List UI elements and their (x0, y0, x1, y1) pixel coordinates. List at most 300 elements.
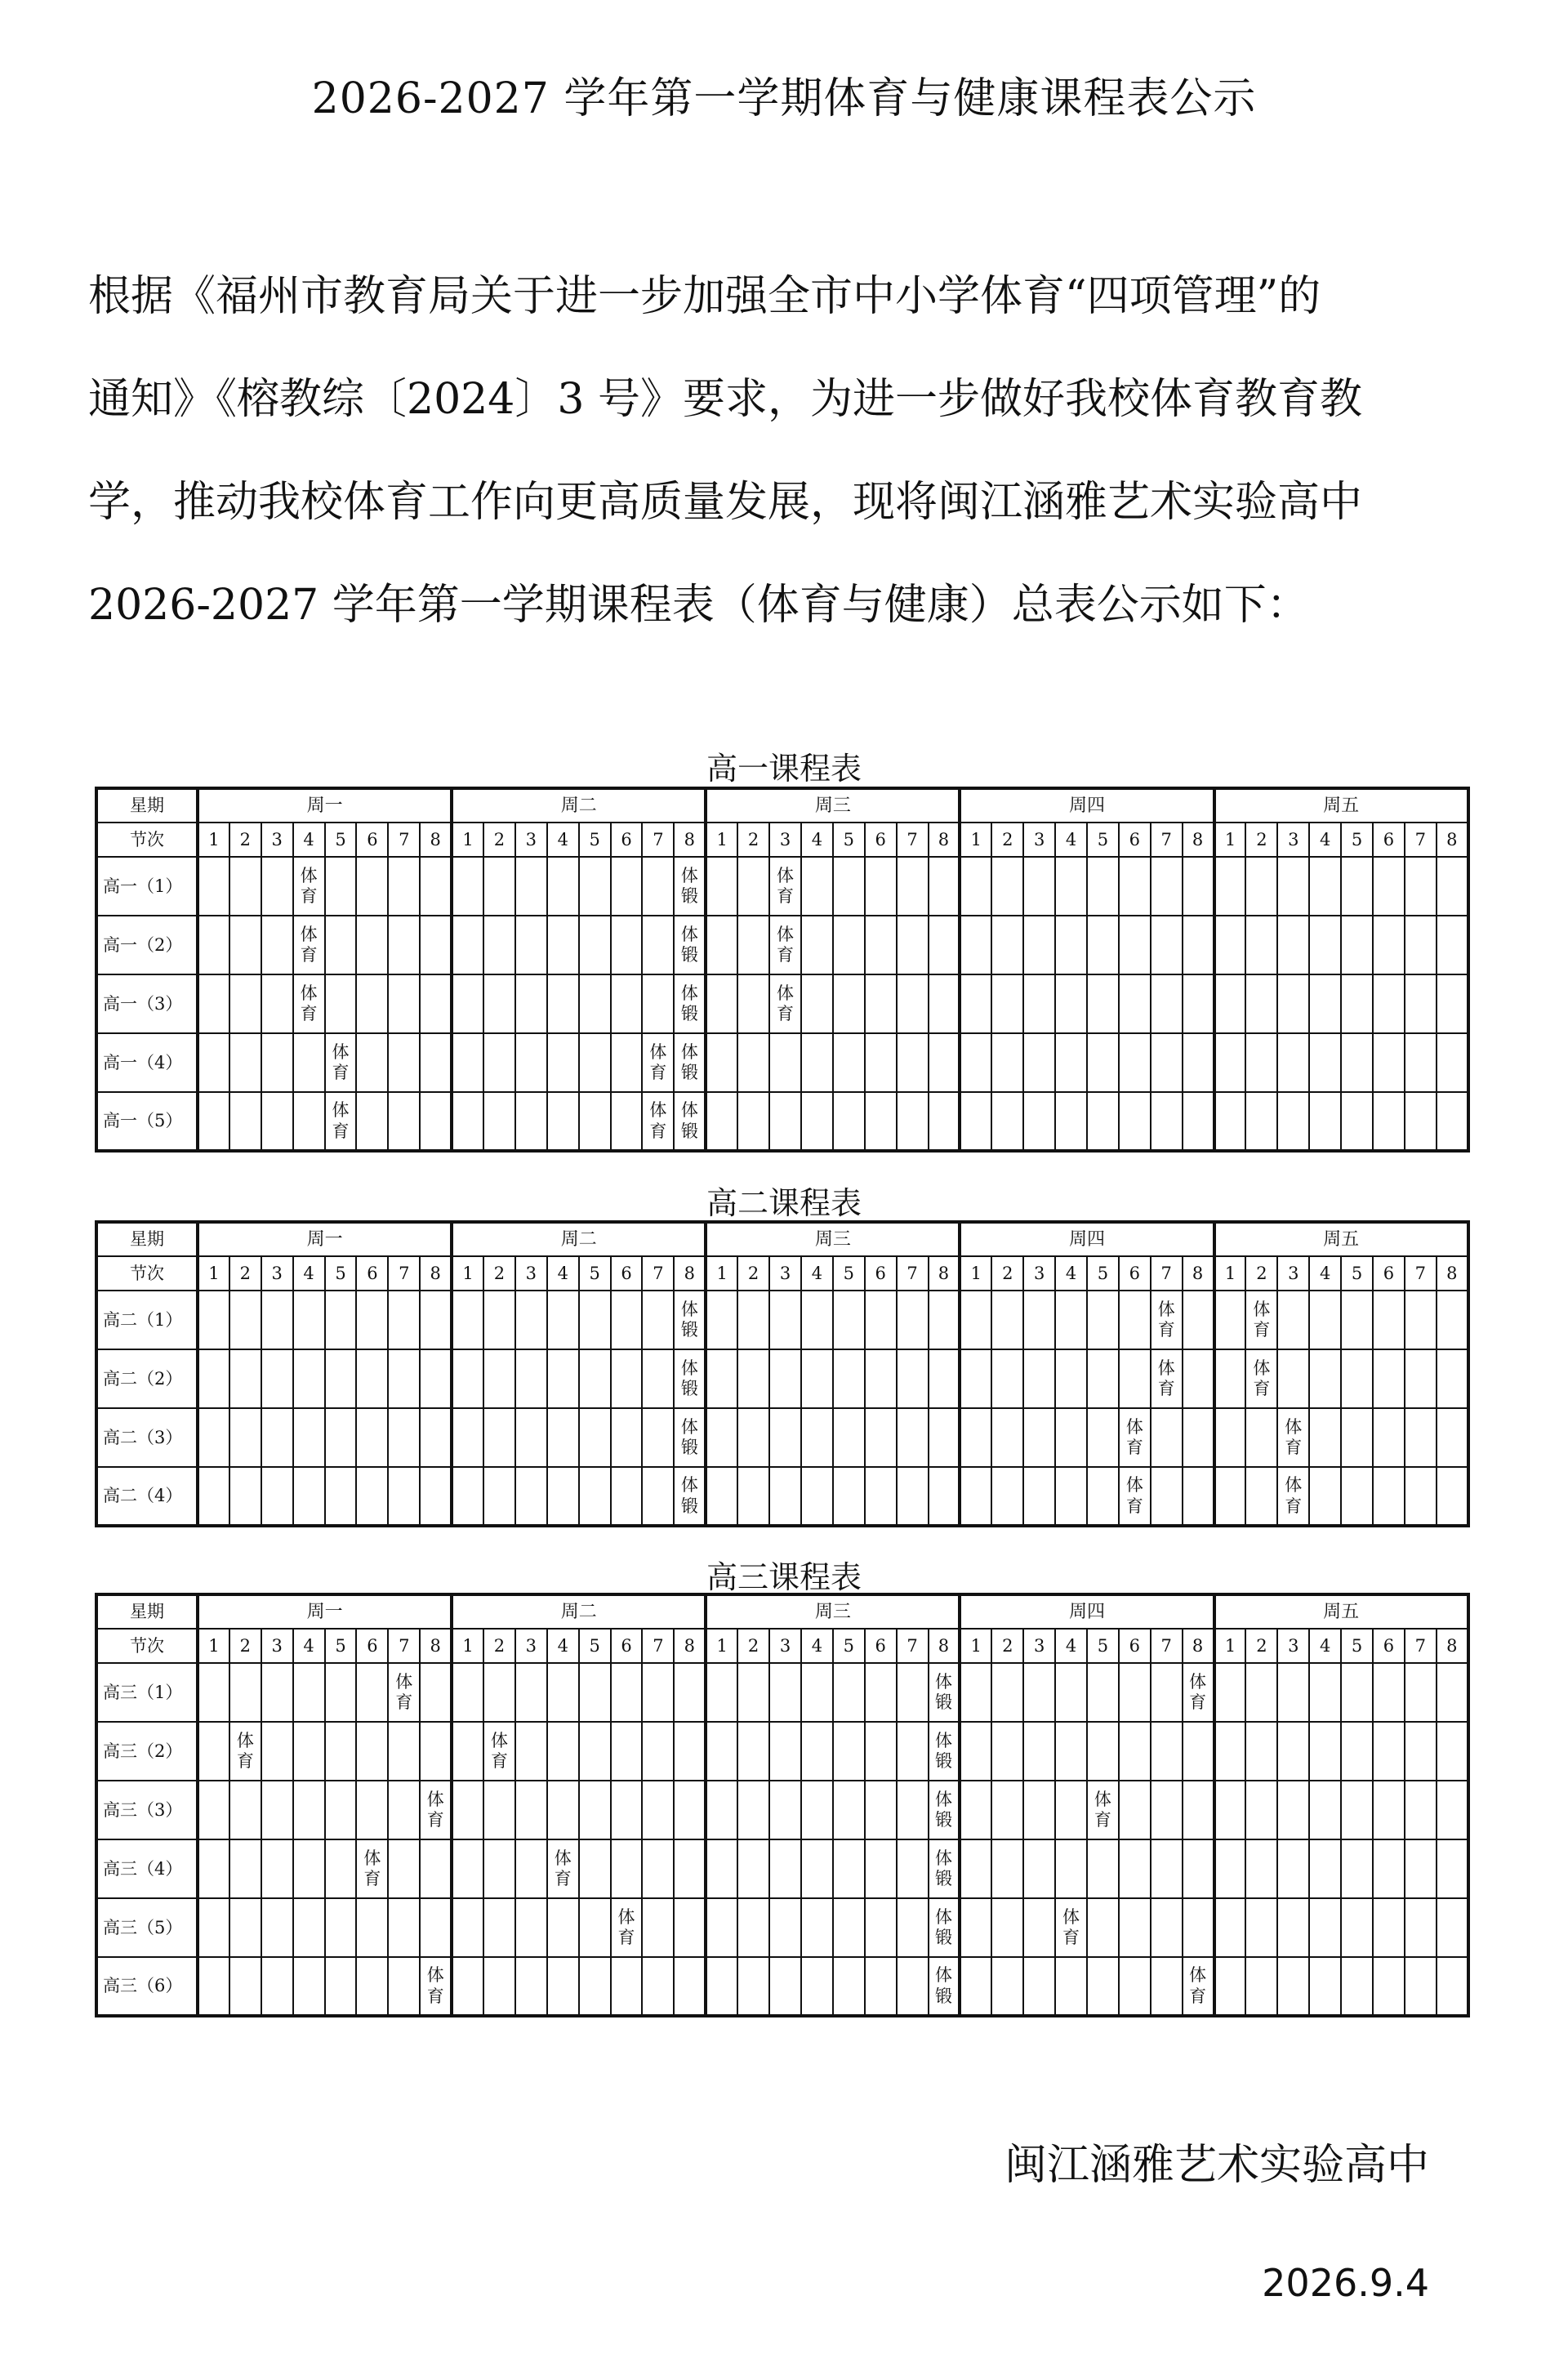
schedule-cell (452, 1349, 483, 1408)
period-number: 5 (833, 1629, 865, 1663)
pe-class-mark: 体 育 (777, 983, 794, 1023)
schedule-cell (611, 1957, 643, 2016)
period-number: 8 (420, 1256, 452, 1291)
pe-class-mark: 体 锻 (680, 1041, 698, 1082)
schedule-cell (674, 1957, 706, 2016)
schedule-cell (1341, 1898, 1373, 1957)
schedule-cell (833, 1957, 865, 2016)
pe-class-mark: 体 育 (1253, 1358, 1271, 1398)
schedule-cell (1214, 1092, 1246, 1151)
schedule-cell (1183, 1839, 1214, 1898)
period-number: 4 (293, 823, 325, 857)
schedule-cell (1119, 1722, 1151, 1781)
schedule-cell (483, 1898, 515, 1957)
weekday-header: 周二 (452, 1594, 706, 1629)
pe-class-mark: 体 育 (649, 1041, 667, 1082)
intro-line: 通知》《榕教综〔2024〕3 号》要求，为进一步做好我校体育教育教 (88, 375, 1362, 424)
schedule-cell (293, 1781, 325, 1839)
schedule-cell (1214, 974, 1246, 1033)
schedule-cell (1023, 1033, 1055, 1092)
schedule-cell (642, 1349, 674, 1408)
schedule-cell (388, 1781, 420, 1839)
schedule-cell (1309, 1957, 1341, 2016)
period-number: 6 (865, 1256, 897, 1291)
schedule-cell (1119, 1349, 1151, 1408)
schedule-cell (991, 1957, 1023, 2016)
weekday-header: 周一 (198, 1594, 452, 1629)
schedule-cell (483, 1957, 515, 2016)
schedule-cell (1119, 1839, 1151, 1898)
schedule-cell (801, 1349, 833, 1408)
schedule-cell (706, 1722, 737, 1781)
schedule-cell (1119, 1291, 1151, 1349)
schedule-cell (1277, 1033, 1309, 1092)
schedule-cell (642, 916, 674, 974)
schedule-cell (1277, 857, 1309, 916)
schedule-cell (801, 1092, 833, 1151)
schedule-cell (1309, 974, 1341, 1033)
schedule-cell (198, 1957, 229, 2016)
schedule-cell (325, 1957, 357, 2016)
schedule-cell (261, 1033, 293, 1092)
schedule-cell (674, 1898, 706, 1957)
schedule-cell (929, 1898, 960, 1957)
schedule-cell (1437, 1092, 1468, 1151)
pe-class-mark: 体 育 (777, 924, 794, 965)
schedule-cell (1245, 1722, 1277, 1781)
schedule-cell (674, 1663, 706, 1722)
schedule-cell (388, 1291, 420, 1349)
schedule-cell (452, 1408, 483, 1467)
schedule-cell (1341, 974, 1373, 1033)
schedule-cell (547, 1663, 579, 1722)
pe-class-mark: 体 育 (490, 1730, 508, 1771)
schedule-cell (198, 857, 229, 916)
pe-class-mark: 体 育 (236, 1730, 254, 1771)
weekday-header-label: 星期 (96, 1222, 198, 1256)
class-label: 高三（1） (96, 1663, 198, 1722)
schedule-cell (1245, 857, 1277, 916)
schedule-cell (1183, 1033, 1214, 1092)
schedule-cell (769, 1291, 801, 1349)
schedule-cell (1373, 1781, 1405, 1839)
weekday-header: 周四 (960, 1222, 1214, 1256)
pe-class-mark: 体 育 (300, 983, 318, 1023)
schedule-cell (929, 1781, 960, 1839)
schedule-cell (356, 1408, 388, 1467)
class-label: 高一（1） (96, 857, 198, 916)
schedule-cell (833, 1663, 865, 1722)
pe-class-mark: 体 锻 (934, 1965, 952, 2006)
class-label: 高三（4） (96, 1839, 198, 1898)
schedule-cell (1309, 1781, 1341, 1839)
schedule-cell (1309, 1663, 1341, 1722)
schedule-cell (1055, 1033, 1087, 1092)
schedule-cell (801, 1467, 833, 1526)
schedule-cell (1373, 1033, 1405, 1092)
period-number: 6 (1373, 1629, 1405, 1663)
schedule-cell (388, 1467, 420, 1526)
period-number: 7 (1405, 1629, 1437, 1663)
class-label: 高二（1） (96, 1291, 198, 1349)
schedule-cell (991, 1781, 1023, 1839)
schedule-cell (261, 1722, 293, 1781)
schedule-cell (674, 916, 706, 974)
pe-class-mark: 体 锻 (680, 865, 698, 906)
schedule-cell (1341, 1781, 1373, 1839)
schedule-cell (325, 1722, 357, 1781)
schedule-cell (1023, 1722, 1055, 1781)
schedule-cell (293, 1839, 325, 1898)
pe-class-mark: 体 锻 (680, 1100, 698, 1141)
schedule-cell (1055, 1408, 1087, 1467)
period-number: 7 (642, 1256, 674, 1291)
schedule-cell (1183, 1408, 1214, 1467)
pe-class-mark: 体 育 (1189, 1965, 1207, 2006)
schedule-cell (388, 1957, 420, 2016)
schedule-cell (1437, 1957, 1468, 2016)
period-number: 1 (452, 1256, 483, 1291)
schedule-cell (1341, 1408, 1373, 1467)
schedule-cell (1405, 857, 1437, 916)
schedule-cell (1373, 1957, 1405, 2016)
schedule-cell (1055, 1467, 1087, 1526)
pe-class-mark: 体 育 (1125, 1475, 1143, 1516)
period-number: 7 (1405, 1256, 1437, 1291)
schedule-cell (1373, 1467, 1405, 1526)
table-row (96, 1781, 1468, 1839)
pe-class-mark: 体 锻 (934, 1730, 952, 1771)
schedule-cell (293, 1898, 325, 1957)
pe-class-mark: 体 育 (617, 1906, 635, 1947)
schedule-cell (388, 1663, 420, 1722)
period-number: 8 (929, 1256, 960, 1291)
period-number: 8 (674, 1256, 706, 1291)
schedule-cell (229, 857, 261, 916)
table-row (96, 1957, 1468, 2016)
period-number: 1 (1214, 823, 1246, 857)
period-number: 5 (1341, 823, 1373, 857)
schedule-cell (1405, 1291, 1437, 1349)
weekday-header: 周五 (1214, 1222, 1468, 1256)
schedule-cell (1245, 1898, 1277, 1957)
period-number: 6 (611, 1256, 643, 1291)
period-number: 2 (1245, 823, 1277, 857)
schedule-cell (611, 1033, 643, 1092)
schedule-cell (261, 1957, 293, 2016)
schedule-cell (1405, 1033, 1437, 1092)
schedule-cell (960, 1408, 991, 1467)
schedule-cell (897, 1092, 929, 1151)
schedule-cell (706, 1781, 737, 1839)
schedule-cell (1277, 916, 1309, 974)
pe-class-mark: 体 锻 (680, 1416, 698, 1457)
schedule-cell (1214, 916, 1246, 974)
pe-class-mark: 体 锻 (934, 1906, 952, 1947)
period-number: 3 (769, 1256, 801, 1291)
period-number: 3 (1277, 1629, 1309, 1663)
schedule-cell (1023, 1957, 1055, 2016)
schedule-cell (611, 1408, 643, 1467)
period-number: 8 (1183, 1629, 1214, 1663)
schedule-cell (356, 974, 388, 1033)
pe-class-mark: 体 育 (300, 924, 318, 965)
schedule-cell (706, 1291, 737, 1349)
schedule-cell (452, 1722, 483, 1781)
period-number: 2 (229, 823, 261, 857)
table-row (96, 1663, 1468, 1722)
schedule-cell (483, 1092, 515, 1151)
schedule-cell (865, 1291, 897, 1349)
schedule-cell (642, 1408, 674, 1467)
schedule-cell (420, 1722, 452, 1781)
schedule-cell (1119, 1467, 1151, 1526)
schedule-cell (929, 857, 960, 916)
schedule-cell (293, 1957, 325, 2016)
schedule-cell (897, 1033, 929, 1092)
schedule-cell (674, 1722, 706, 1781)
schedule-cell (674, 1349, 706, 1408)
pe-class-mark: 体 育 (1094, 1789, 1111, 1830)
period-number: 2 (737, 823, 769, 857)
schedule-cell (1437, 974, 1468, 1033)
period-number: 4 (293, 1256, 325, 1291)
grade1-schedule-table (95, 787, 1470, 1153)
schedule-cell (547, 1033, 579, 1092)
schedule-cell (960, 1663, 991, 1722)
weekday-header: 周四 (960, 788, 1214, 823)
schedule-cell (1214, 1898, 1246, 1957)
schedule-cell (642, 974, 674, 1033)
schedule-cell (483, 1663, 515, 1722)
schedule-cell (1245, 1349, 1277, 1408)
weekday-header-label: 星期 (96, 1594, 198, 1629)
schedule-cell (991, 1663, 1023, 1722)
schedule-cell (929, 1722, 960, 1781)
schedule-cell (579, 1349, 611, 1408)
schedule-cell (642, 1839, 674, 1898)
schedule-cell (515, 916, 547, 974)
document-title: 2026-2027 学年第一学期体育与健康课程表公示 (311, 74, 1257, 123)
schedule-cell (515, 1033, 547, 1092)
schedule-cell (706, 974, 737, 1033)
schedule-cell (737, 1781, 769, 1839)
schedule-cell (579, 1957, 611, 2016)
schedule-cell (420, 1033, 452, 1092)
schedule-cell (1055, 1092, 1087, 1151)
period-number: 6 (356, 823, 388, 857)
schedule-cell (1245, 1839, 1277, 1898)
schedule-cell (801, 1033, 833, 1092)
schedule-cell (579, 974, 611, 1033)
schedule-cell (547, 1092, 579, 1151)
schedule-cell (737, 1957, 769, 2016)
schedule-cell (1183, 857, 1214, 916)
schedule-cell (801, 916, 833, 974)
schedule-cell (1183, 1898, 1214, 1957)
schedule-cell (1151, 1957, 1183, 2016)
schedule-cell (452, 1957, 483, 2016)
schedule-cell (1183, 1722, 1214, 1781)
schedule-cell (1405, 1839, 1437, 1898)
schedule-cell (801, 974, 833, 1033)
table-row (96, 1839, 1468, 1898)
schedule-cell (1183, 1349, 1214, 1408)
schedule-cell (1151, 1898, 1183, 1957)
publish-date: 2026.9.4 (1262, 2261, 1429, 2305)
schedule-cell (198, 1033, 229, 1092)
schedule-cell (547, 1349, 579, 1408)
pe-class-mark: 体 锻 (680, 924, 698, 965)
schedule-cell (706, 1349, 737, 1408)
period-number: 2 (483, 1256, 515, 1291)
school-name: 闽江涵雅艺术实验高中 (1004, 2141, 1429, 2190)
schedule-cell (579, 1092, 611, 1151)
schedule-cell (198, 1291, 229, 1349)
schedule-cell (293, 857, 325, 916)
schedule-cell (356, 1839, 388, 1898)
intro-line: 2026-2027 学年第一学期课程表（体育与健康）总表公示如下： (88, 581, 1309, 630)
schedule-cell (547, 857, 579, 916)
schedule-cell (579, 1781, 611, 1839)
schedule-cell (737, 1291, 769, 1349)
schedule-cell (1277, 1467, 1309, 1526)
schedule-cell (1055, 1291, 1087, 1349)
schedule-cell (865, 1898, 897, 1957)
schedule-cell (420, 1092, 452, 1151)
period-number: 7 (388, 1256, 420, 1291)
period-number: 5 (1341, 1256, 1373, 1291)
schedule-cell (579, 1898, 611, 1957)
period-number: 7 (1405, 823, 1437, 857)
class-label: 高二（4） (96, 1467, 198, 1526)
weekday-header: 周二 (452, 1222, 706, 1256)
schedule-cell (229, 1349, 261, 1408)
period-number: 2 (1245, 1256, 1277, 1291)
schedule-cell (483, 1467, 515, 1526)
schedule-cell (1151, 1663, 1183, 1722)
schedule-cell (897, 857, 929, 916)
schedule-cell (1245, 1663, 1277, 1722)
schedule-cell (674, 1467, 706, 1526)
schedule-cell (897, 1722, 929, 1781)
schedule-cell (229, 1467, 261, 1526)
schedule-cell (1183, 1957, 1214, 2016)
schedule-cell (737, 1839, 769, 1898)
schedule-cell (547, 974, 579, 1033)
schedule-cell (1245, 1467, 1277, 1526)
schedule-cell (579, 1722, 611, 1781)
schedule-cell (1055, 1957, 1087, 2016)
pe-class-mark: 体 锻 (680, 983, 698, 1023)
schedule-cell (769, 1722, 801, 1781)
schedule-cell (833, 1839, 865, 1898)
period-number: 7 (388, 1629, 420, 1663)
schedule-cell (991, 1722, 1023, 1781)
pe-class-mark: 体 育 (332, 1041, 350, 1082)
schedule-cell (293, 1663, 325, 1722)
schedule-cell (642, 1092, 674, 1151)
period-number: 8 (420, 823, 452, 857)
schedule-cell (1151, 1781, 1183, 1839)
pe-class-mark: 体 育 (649, 1100, 667, 1141)
schedule-cell (897, 1467, 929, 1526)
period-number: 1 (452, 823, 483, 857)
schedule-cell (1437, 1839, 1468, 1898)
schedule-cell (388, 1898, 420, 1957)
schedule-cell (865, 916, 897, 974)
period-number: 8 (674, 823, 706, 857)
schedule-cell (1309, 1092, 1341, 1151)
schedule-cell (737, 857, 769, 916)
period-number: 2 (229, 1629, 261, 1663)
schedule-cell (674, 1033, 706, 1092)
period-number: 8 (1183, 1256, 1214, 1291)
schedule-cell (706, 857, 737, 916)
schedule-cell (960, 1467, 991, 1526)
schedule-cell (1437, 1467, 1468, 1526)
period-number: 7 (897, 1629, 929, 1663)
schedule-cell (1023, 1839, 1055, 1898)
schedule-cell (356, 1957, 388, 2016)
schedule-cell (1119, 1898, 1151, 1957)
schedule-cell (1214, 1722, 1246, 1781)
schedule-cell (833, 1408, 865, 1467)
period-number: 7 (1151, 1629, 1183, 1663)
period-number: 5 (833, 1256, 865, 1291)
period-number: 6 (356, 1629, 388, 1663)
schedule-cell (1151, 974, 1183, 1033)
schedule-cell (1183, 1467, 1214, 1526)
period-number: 6 (1373, 1256, 1405, 1291)
schedule-cell (1373, 1408, 1405, 1467)
schedule-cell (1437, 1663, 1468, 1722)
schedule-cell (261, 1839, 293, 1898)
schedule-cell (674, 1839, 706, 1898)
period-number: 4 (801, 1256, 833, 1291)
schedule-cell (929, 1092, 960, 1151)
schedule-cell (897, 1349, 929, 1408)
period-number: 1 (452, 1629, 483, 1663)
schedule-cell (865, 1092, 897, 1151)
period-number: 4 (547, 1629, 579, 1663)
table-row (96, 974, 1468, 1033)
schedule-cell (960, 916, 991, 974)
schedule-cell (1214, 1033, 1246, 1092)
weekday-header: 周三 (706, 1594, 960, 1629)
period-number: 2 (229, 1256, 261, 1291)
schedule-cell (960, 1839, 991, 1898)
schedule-cell (1023, 1781, 1055, 1839)
schedule-cell (452, 1839, 483, 1898)
schedule-cell (388, 1408, 420, 1467)
schedule-cell (1341, 1839, 1373, 1898)
schedule-cell (1245, 1781, 1277, 1839)
schedule-cell (1277, 1898, 1309, 1957)
schedule-cell (388, 1349, 420, 1408)
schedule-cell (991, 1408, 1023, 1467)
schedule-cell (1023, 1092, 1055, 1151)
schedule-cell (769, 857, 801, 916)
schedule-cell (1087, 1957, 1119, 2016)
schedule-cell (769, 974, 801, 1033)
schedule-cell (833, 1092, 865, 1151)
schedule-cell (1151, 1722, 1183, 1781)
schedule-cell (991, 1291, 1023, 1349)
schedule-cell (865, 1781, 897, 1839)
period-number: 3 (1277, 823, 1309, 857)
schedule-cell (1151, 1349, 1183, 1408)
